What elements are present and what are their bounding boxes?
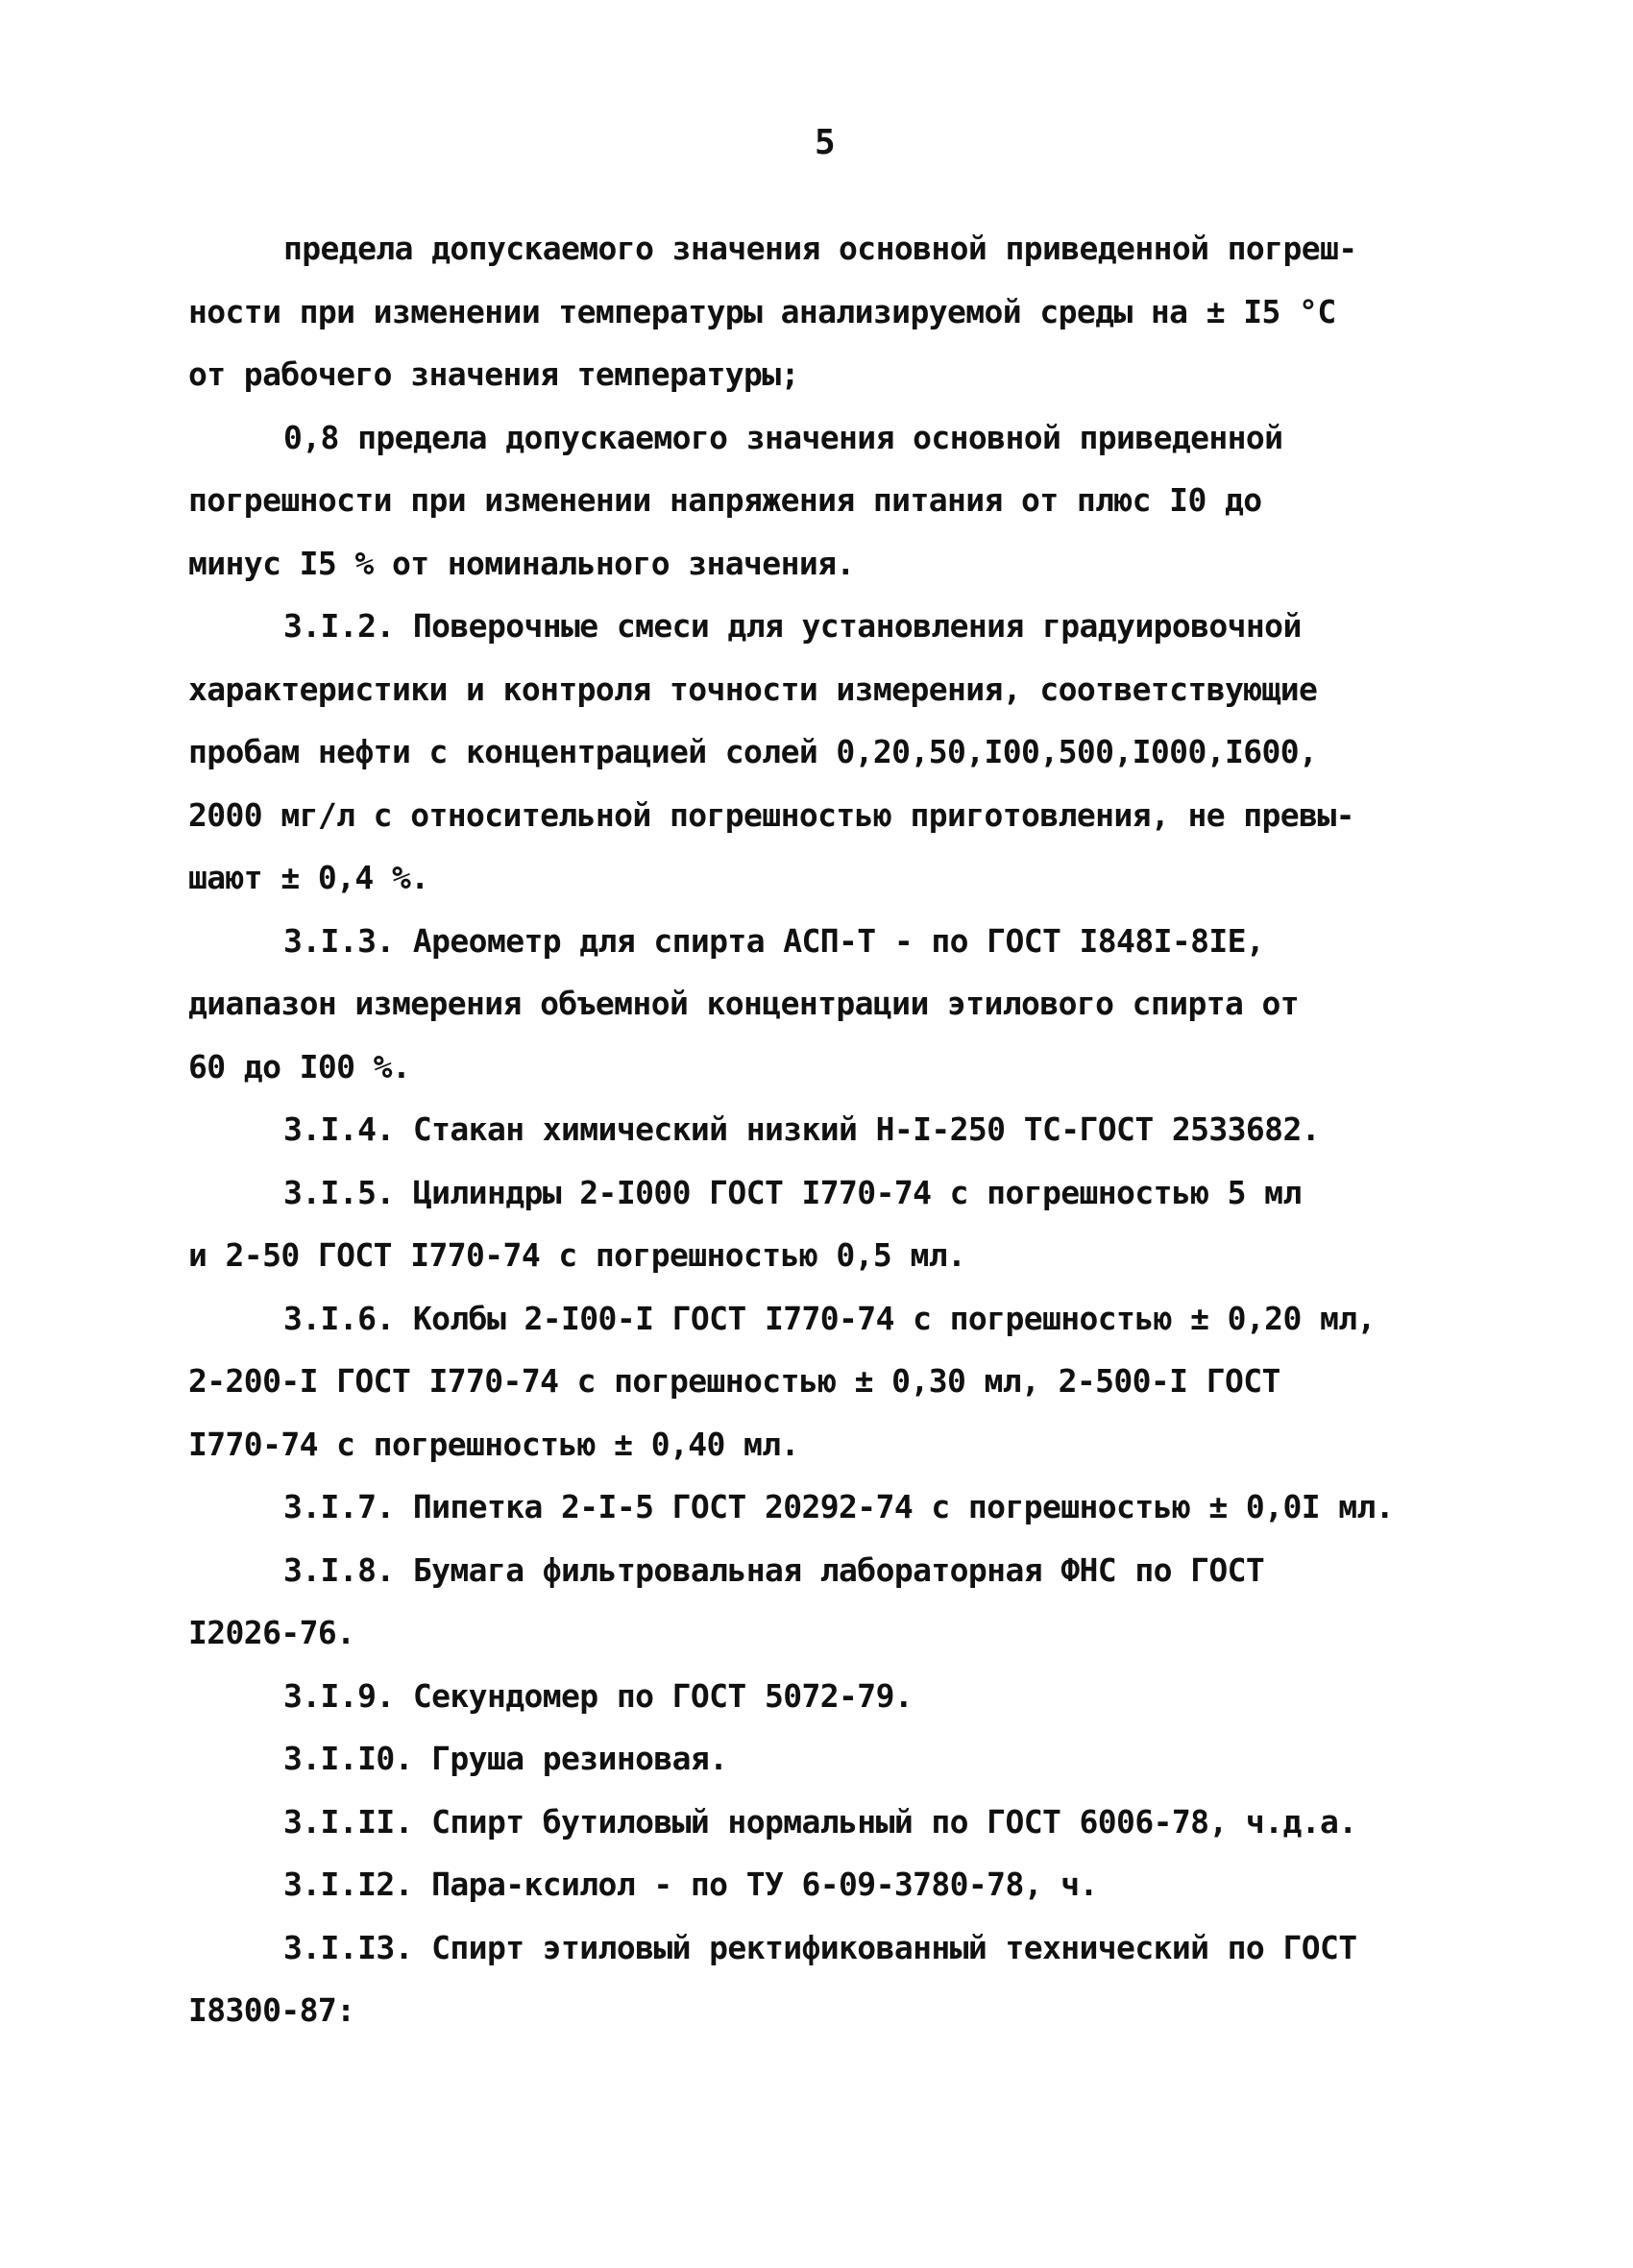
- text-line: 2000 мг/л с относительной погрешностью приготовления, не превы-: [188, 795, 1354, 834]
- text-line: 3.I.I0. Груша резиновая.: [283, 1740, 728, 1777]
- text-line: 3.I.8. Бумага фильтровальная лабораторная ФНС по ГОСТ: [283, 1550, 1265, 1589]
- text-line: 0,8 предела допускаемого значения основной приведенной: [283, 418, 1283, 456]
- text-line: 3.I.4. Стакан химический низкий Н-I-250 ТС-ГОСТ 2533682.: [283, 1110, 1320, 1148]
- text-line: 3.I.2. Поверочные смеси для установления градуировочной: [283, 607, 1302, 645]
- text-line: погрешности при изменении напряжения питания от плюс I0 до: [188, 481, 1262, 519]
- text-line: 2-200-I ГОСТ I770-74 с погрешностью ± 0,30 мл, 2-500-I ГОСТ: [188, 1362, 1280, 1400]
- text-line: I2026-76.: [188, 1614, 355, 1651]
- text-line: 3.I.5. Цилиндры 2-I000 ГОСТ I770-74 с погрешностью 5 мл: [283, 1173, 1302, 1211]
- text-line: 3.I.7. Пипетка 2-I-5 ГОСТ 20292-74 с погрешностью ± 0,0I мл.: [283, 1488, 1395, 1525]
- text-line: диапазон измерения объемной концентрации этилового спирта от: [188, 985, 1300, 1022]
- text-line: минус I5 % от номинального значения.: [188, 544, 855, 582]
- text-line: 60 до I00 %.: [188, 1047, 411, 1085]
- text-line: 3.I.3. Ареометр для спирта АСП-Т - по ГОСТ I848I-8IЕ,: [283, 921, 1265, 960]
- text-line: шают ± 0,4 %.: [188, 859, 429, 896]
- text-line: пробам нефти с концентрацией солей 0,20,50,I00,500,I000,I600,: [188, 733, 1318, 770]
- body-text: [188, 217, 1466, 2042]
- page-number: 5: [815, 123, 836, 162]
- text-line: предела допускаемого значения основной приведенной погреш-: [283, 230, 1357, 267]
- text-line: I8300-87:: [188, 1991, 355, 2029]
- text-line: 3.I.I2. Пара-ксилол - по ТУ 6-09-3780-78, ч.: [283, 1866, 1098, 1903]
- text-line: ности при изменении температуры анализируемой среды на ± I5 °С: [188, 292, 1336, 330]
- text-line: характеристики и контроля точности измерения, соответствующие: [188, 670, 1318, 708]
- text-line: 3.I.6. Колбы 2-I00-I ГОСТ I770-74 с погрешностью ± 0,20 мл,: [283, 1299, 1376, 1337]
- text-line: от рабочего значения температуры;: [188, 355, 799, 393]
- text-line: I770-74 с погрешностью ± 0,40 мл.: [188, 1425, 799, 1463]
- text-line: 3.I.9. Секундомер по ГОСТ 5072-79.: [283, 1676, 914, 1715]
- text-line: 3.I.I3. Спирт этиловый ректификованный технический по ГОСТ: [283, 1928, 1357, 1966]
- text-line: и 2-50 ГОСТ I770-74 с погрешностью 0,5 мл.: [188, 1236, 966, 1274]
- text-line: 3.I.II. Спирт бутиловый нормальный по ГОСТ 6006-78, ч.д.а.: [283, 1802, 1357, 1841]
